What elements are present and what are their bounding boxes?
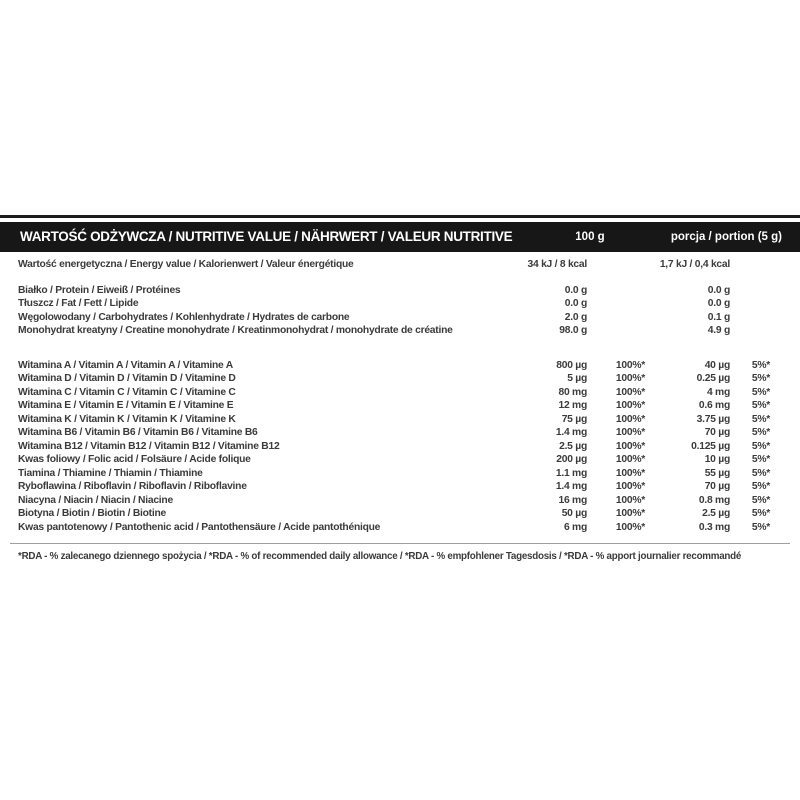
table-header-bar	[0, 222, 800, 252]
vitamins-section	[0, 359, 800, 535]
value-per-portion: 4.9 g	[707, 325, 730, 336]
rda-per-portion: 5%*	[751, 521, 770, 533]
rda-per-portion: 5%*	[751, 386, 770, 398]
row-label: Witamina B6 / Vitamin B6 / Vitamin B6 / Vitamine B6	[18, 427, 258, 438]
value-per-portion: 70 µg	[704, 427, 730, 438]
row-label: Biotyna / Biotin / Biotin / Biotine	[18, 508, 166, 519]
value-per-100g: 5 µg	[567, 373, 587, 384]
table-row	[0, 399, 800, 413]
rda-per-portion: 5%*	[751, 413, 770, 425]
row-label: Białko / Protein / Eiweiß / Protéines	[18, 284, 181, 296]
row-label: Witamina K / Vitamin K / Vitamin K / Vitamine K	[18, 413, 236, 425]
value-per-100g: 80 mg	[558, 386, 587, 398]
value-per-100g: 200 µg	[556, 454, 587, 465]
column-header-100g: 100 g	[575, 231, 605, 243]
table-row	[0, 413, 800, 427]
rda-per-100g	[587, 258, 645, 272]
value-per-portion: 10 µg	[704, 454, 730, 465]
value-per-100g: 0.0 g	[564, 298, 587, 309]
table-row	[0, 521, 800, 535]
rda-per-portion	[730, 284, 770, 298]
value-per-100g: 34 kJ / 8 kcal	[527, 259, 587, 270]
value-per-100g: 1.1 mg	[555, 467, 587, 479]
value-per-portion: 0.1 g	[707, 311, 730, 323]
rda-per-100g	[587, 324, 645, 338]
rda-per-portion	[730, 311, 770, 325]
value-per-100g: 2.0 g	[564, 311, 587, 323]
table-row	[0, 494, 800, 508]
table-row	[0, 453, 800, 467]
value-per-100g: 1.4 mg	[555, 481, 587, 492]
rda-per-100g: 100%*	[615, 467, 645, 479]
top-rule-line	[0, 215, 800, 218]
value-per-portion: 4 mg	[706, 386, 730, 398]
rda-per-portion: 5%*	[751, 454, 770, 465]
rda-per-portion: 5%*	[751, 359, 770, 371]
table-row	[0, 311, 800, 325]
value-per-portion: 55 µg	[704, 467, 730, 479]
rda-per-portion: 5%*	[751, 467, 770, 479]
rda-per-portion	[730, 324, 770, 338]
value-per-100g: 98.0 g	[559, 325, 587, 336]
row-label: Ryboflawina / Riboflavin / Riboflavin / Riboflavine	[18, 481, 247, 492]
rda-per-100g: 100%*	[615, 373, 645, 384]
rda-per-100g: 100%*	[615, 521, 645, 533]
value-per-portion: 0.0 g	[707, 284, 730, 296]
rda-per-portion: 5%*	[751, 427, 770, 438]
value-per-100g: 800 µg	[556, 359, 587, 371]
row-label: Kwas pantotenowy / Pantothenic acid / Pantothensäure / Acide pantothénique	[18, 521, 381, 533]
table-row	[0, 359, 800, 373]
rda-per-portion: 5%*	[751, 494, 770, 506]
rda-per-100g	[587, 297, 645, 311]
value-per-portion: 0.125 µg	[691, 440, 730, 452]
rda-per-100g: 100%*	[615, 359, 645, 371]
rda-per-portion: 5%*	[751, 373, 770, 384]
value-per-100g: 75 µg	[561, 413, 587, 425]
value-per-portion: 0.0 g	[707, 298, 730, 309]
value-per-portion: 1,7 kJ / 0,4 kcal	[659, 259, 730, 270]
value-per-portion: 40 µg	[704, 359, 730, 371]
rda-per-100g: 100%*	[615, 400, 645, 411]
table-row	[0, 426, 800, 440]
row-label: Witamina D / Vitamin D / Vitamin D / Vitamine D	[18, 373, 236, 384]
value-per-100g: 12 mg	[558, 400, 587, 411]
table-body	[0, 258, 800, 534]
rda-per-100g: 100%*	[615, 508, 645, 519]
value-per-portion: 0.6 mg	[698, 400, 730, 411]
row-label: Wartość energetyczna / Energy value / Kalorienwert / Valeur énergétique	[18, 259, 354, 270]
energy-row	[0, 258, 800, 272]
footnote-divider-line	[10, 543, 790, 544]
table-title: WARTOŚĆ ODŻYWCZA / NUTRITIVE VALUE / NÄHRWERT / VALEUR NUTRITIVE	[20, 229, 513, 244]
value-per-100g: 50 µg	[561, 508, 587, 519]
row-label: Witamina C / Vitamin C / Vitamin C / Vitamine C	[18, 386, 236, 398]
row-label: Witamina A / Vitamin A / Vitamin A / Vitamine A	[18, 359, 233, 371]
rda-per-100g: 100%*	[615, 481, 645, 492]
table-row	[0, 507, 800, 521]
row-label: Witamina B12 / Vitamin B12 / Vitamin B12 / Vitamine B12	[18, 440, 280, 452]
row-label: Węgolowodany / Carbohydrates / Kohlenhydrate / Hydrates de carbone	[18, 311, 350, 323]
rda-per-100g	[587, 311, 645, 325]
column-header-portion: porcja / portion (5 g)	[670, 231, 782, 243]
rda-per-portion: 5%*	[751, 481, 770, 492]
macros-section	[0, 284, 800, 338]
table-row	[0, 467, 800, 481]
table-row	[0, 284, 800, 298]
rda-per-portion: 5%*	[751, 508, 770, 519]
value-per-100g: 1.4 mg	[555, 427, 587, 438]
value-per-portion: 0.8 mg	[698, 494, 730, 506]
row-label: Niacyna / Niacin / Niacin / Niacine	[18, 494, 173, 506]
value-per-100g: 6 mg	[563, 521, 587, 533]
table-row	[0, 324, 800, 338]
rda-per-portion: 5%*	[751, 400, 770, 411]
table-row	[0, 386, 800, 400]
table-row	[0, 297, 800, 311]
table-row	[0, 480, 800, 494]
rda-per-portion: 5%*	[751, 440, 770, 452]
value-per-100g: 16 mg	[558, 494, 587, 506]
rda-footnote: *RDA - % zalecanego dziennego spożycia / *RDA - % of recommended daily allowance / *RDA - % empfohlener Tagesdosis / *RDA - % apport journalier recommandé	[18, 551, 742, 562]
value-per-portion: 3.75 µg	[696, 413, 730, 425]
value-per-100g: 2.5 µg	[559, 440, 587, 452]
rda-per-100g: 100%*	[615, 454, 645, 465]
table-row	[0, 372, 800, 386]
table-row	[0, 440, 800, 454]
rda-per-100g: 100%*	[615, 413, 645, 425]
rda-per-100g: 100%*	[615, 494, 645, 506]
row-label: Witamina E / Vitamin E / Vitamin E / Vitamine E	[18, 400, 234, 411]
rda-per-100g: 100%*	[615, 440, 645, 452]
row-label: Tłuszcz / Fat / Fett / Lipide	[18, 298, 139, 309]
row-label: Monohydrat kreatyny / Creatine monohydrate / Kreatinmonohydrat / monohydrate de créatine	[18, 325, 453, 336]
rda-per-100g: 100%*	[615, 427, 645, 438]
row-label: Tiamina / Thiamine / Thiamin / Thiamine	[18, 467, 203, 479]
value-per-100g: 0.0 g	[564, 284, 587, 296]
rda-per-100g: 100%*	[615, 386, 645, 398]
row-label: Kwas foliowy / Folic acid / Folsäure / Acide folique	[18, 454, 251, 465]
rda-per-portion	[730, 297, 770, 311]
value-per-portion: 0.25 µg	[696, 373, 730, 384]
rda-per-portion	[730, 258, 770, 272]
value-per-portion: 2.5 µg	[702, 508, 730, 519]
value-per-portion: 70 µg	[704, 481, 730, 492]
rda-per-100g	[587, 284, 645, 298]
value-per-portion: 0.3 mg	[698, 521, 730, 533]
